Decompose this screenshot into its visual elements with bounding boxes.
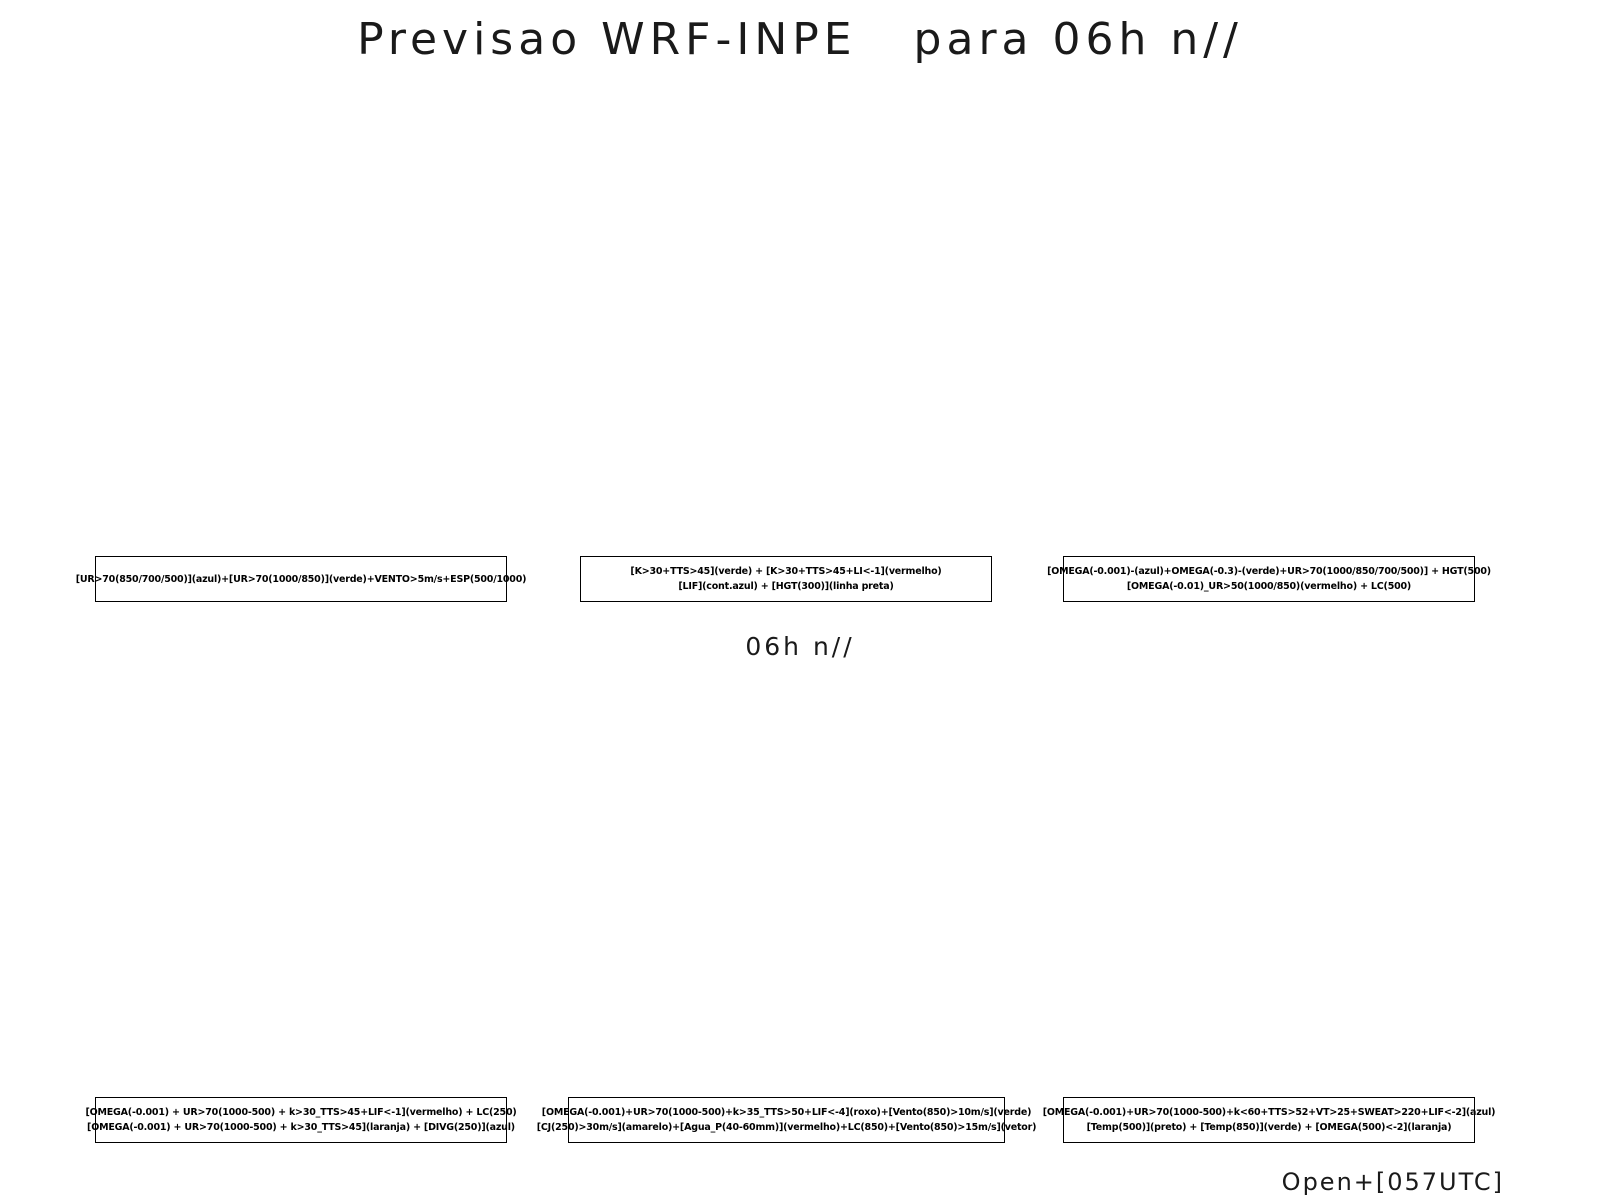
legend-line: [Temp(500)](preto) + [Temp(850)](verde) + [OMEGA(500)<-2](laranja) [1086,1122,1452,1133]
legend-box-top-middle [580,556,992,602]
legend-line: [OMEGA(-0.001) + UR>70(1000-500) + k>30_TTS>45+LIF<-1](vermelho) + LC(250) [85,1107,517,1118]
legend-box-bottom-middle [536,1097,1037,1143]
legend-box-bottom-left [85,1097,517,1143]
legend-line: [LIF](cont.azul) + [HGT(300)](linha preta) [678,581,894,592]
footer-label: Open+[057UTC] [1281,1168,1504,1196]
legend-line: [CJ(250)>30m/s](amarelo)+[Agua_P(40-60mm)](vermelho)+LC(850)+[Vento(850)>15m/s](vetor) [536,1122,1037,1133]
legend-line: [OMEGA(-0.001)+UR>70(1000-500)+k>35_TTS>50+LIF<-4](roxo)+[Vento(850)>10m/s](verde) [541,1107,1032,1118]
legend-line: [K>30+TTS>45](verde) + [K>30+TTS>45+LI<-1](vermelho) [630,566,942,577]
page-title: Previsao WRF-INPE para 06h n// [357,14,1243,65]
legend-box-top-left [75,556,527,602]
legend-line: [OMEGA(-0.001)-(azul)+OMEGA(-0.3)-(verde)+UR>70(1000/850/700/500)] + HGT(500) [1047,566,1491,577]
legend-line: [OMEGA(-0.001) + UR>70(1000-500) + k>30_TTS>45](laranja) + [DIVG(250)](azul) [87,1122,515,1133]
legend-line: [OMEGA(-0.001)+UR>70(1000-500)+k<60+TTS>52+VT>25+SWEAT>220+LIF<-2](azul) [1042,1107,1496,1118]
legend-line: [UR>70(850/700/500)](azul)+[UR>70(1000/850)](verde)+VENTO>5m/s+ESP(500/1000) [75,573,527,585]
middle-subtitle: 06h n// [745,632,855,661]
legend-box-bottom-right [1042,1097,1496,1143]
legend-box-top-right [1047,556,1491,602]
legend-line: [OMEGA(-0.01)_UR>50(1000/850)(vermelho) + LC(500) [1126,581,1412,592]
